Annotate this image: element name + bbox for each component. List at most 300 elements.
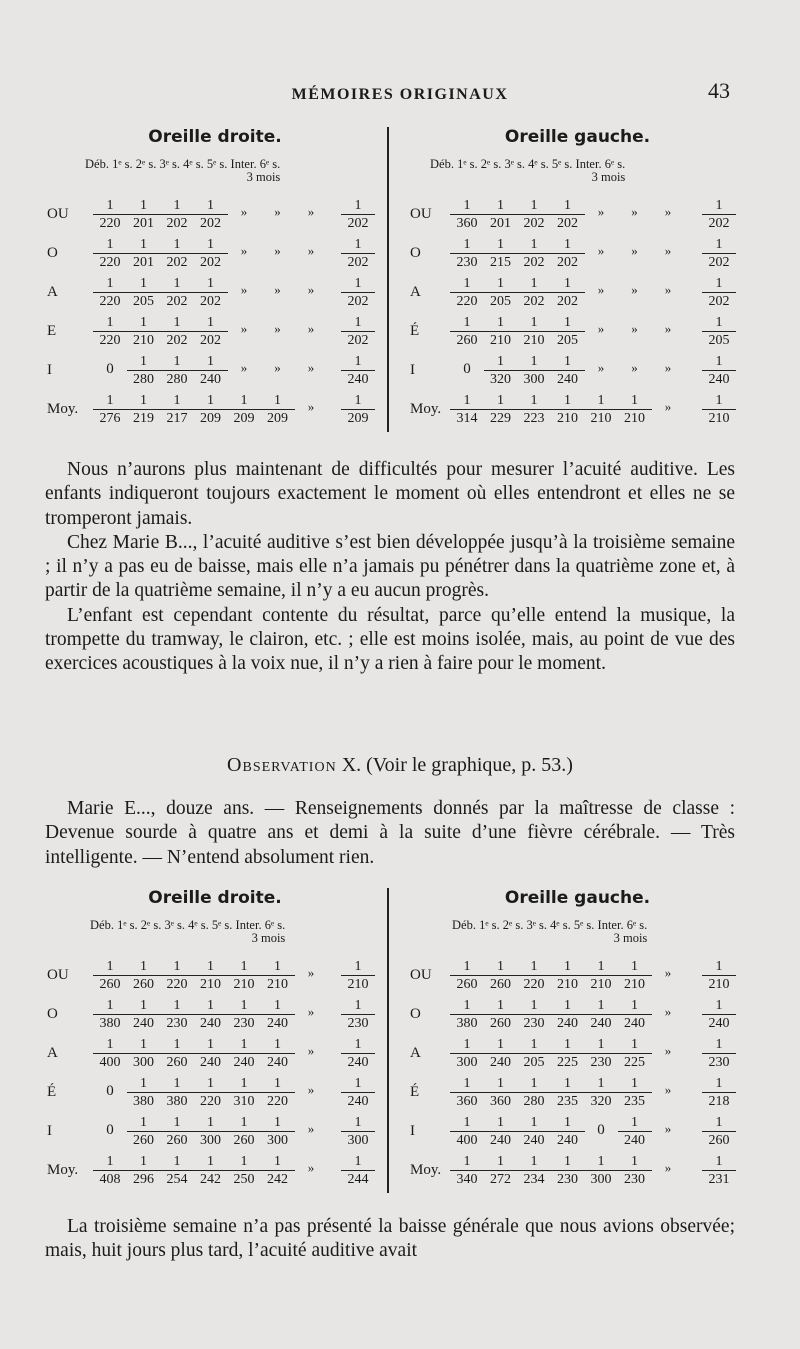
numerator: 1 — [497, 354, 504, 369]
numerator: 1 — [564, 1115, 571, 1130]
denominator: 220 — [160, 975, 194, 993]
column-header — [90, 918, 285, 946]
acuity-table-2 — [45, 888, 745, 1193]
row-label: O — [47, 245, 58, 261]
row-label: O — [410, 245, 421, 261]
numerator: 1 — [207, 1115, 214, 1130]
fraction-cell — [517, 1114, 551, 1149]
fraction-cell — [160, 997, 194, 1032]
denominator: 210 — [127, 331, 161, 349]
row-label: Moy. — [410, 1162, 442, 1178]
fraction-cell — [517, 1075, 551, 1110]
denominator: 250 — [227, 1170, 261, 1188]
numerator: 1 — [207, 998, 214, 1013]
denominator: 240 — [194, 1014, 228, 1032]
fraction-cell — [484, 236, 518, 271]
fraction-cell — [484, 997, 518, 1032]
numerator: 1 — [140, 315, 147, 330]
numerator: 1 — [240, 393, 248, 408]
denominator: 240 — [194, 370, 228, 388]
denominator: 320 — [484, 370, 518, 388]
numerator: 1 — [354, 393, 362, 408]
fraction-cell — [341, 958, 375, 993]
numerator: 1 — [354, 198, 362, 213]
ditto-mark: » — [664, 204, 672, 219]
ditto-mark: » — [631, 360, 638, 375]
fraction-cell — [517, 353, 551, 388]
fraction-cell — [702, 353, 736, 388]
numerator: 1 — [463, 393, 471, 408]
denominator: 314 — [450, 409, 484, 427]
numerator: 1 — [207, 354, 214, 369]
denominator: 230 — [618, 1170, 652, 1188]
column-sublabel: 3 mois — [251, 931, 286, 945]
zero-value: 0 — [106, 1122, 114, 1138]
numerator: 1 — [564, 393, 571, 408]
fraction-cell — [261, 1114, 295, 1149]
fraction-cell — [194, 1036, 228, 1071]
ditto-mark: » — [240, 360, 248, 375]
fraction-cell — [227, 1036, 261, 1071]
acuity-table-1 — [45, 127, 745, 432]
denominator: 240 — [517, 1131, 551, 1149]
numerator: 1 — [354, 315, 362, 330]
numerator: 1 — [715, 1076, 723, 1091]
numerator: 1 — [631, 1115, 638, 1130]
fraction-cell — [261, 1075, 295, 1110]
fraction-cell — [227, 392, 261, 427]
table-row — [410, 1036, 745, 1072]
denominator: 202 — [160, 292, 194, 310]
numerator: 1 — [140, 1154, 147, 1169]
fraction-cell — [517, 314, 551, 349]
fraction-cell — [584, 958, 618, 993]
fraction-cell — [160, 236, 194, 271]
denominator: 260 — [127, 1131, 161, 1149]
numerator: 1 — [715, 959, 723, 974]
numerator: 1 — [140, 1037, 147, 1052]
numerator: 1 — [274, 998, 281, 1013]
denominator: 202 — [341, 292, 375, 310]
fraction-cell — [517, 1036, 551, 1071]
fraction-cell — [127, 197, 161, 232]
fraction-cell — [584, 1075, 618, 1110]
fraction-cell — [484, 1153, 518, 1188]
numerator: 1 — [530, 998, 538, 1013]
numerator: 1 — [463, 998, 471, 1013]
column-header — [430, 157, 625, 185]
denominator: 254 — [160, 1170, 194, 1188]
numerator: 1 — [530, 959, 538, 974]
denominator: 202 — [341, 214, 375, 232]
paragraph: Nous n’aurons plus maintenant de difficultés pour mesurer l’acuité auditive. Les enfants indiqueront toujours exactement le moment où elles entendront et elles ne se tromperont jamais. — [45, 459, 735, 529]
numerator: 1 — [173, 1076, 181, 1091]
denominator: 220 — [261, 1092, 295, 1110]
denominator: 202 — [517, 214, 551, 232]
fraction-cell — [341, 1075, 375, 1110]
zero-value: 0 — [463, 361, 471, 377]
denominator: 220 — [93, 292, 127, 310]
fraction-cell — [517, 275, 551, 310]
numerator: 1 — [173, 1154, 181, 1169]
denominator: 210 — [341, 975, 375, 993]
denominator: 223 — [517, 409, 551, 427]
numerator: 1 — [106, 276, 114, 291]
numerator: 1 — [497, 198, 504, 213]
fraction-cell — [194, 236, 228, 271]
denominator: 235 — [618, 1092, 652, 1110]
denominator: 260 — [127, 975, 161, 993]
ditto-mark: » — [597, 282, 605, 297]
fraction-cell — [194, 392, 228, 427]
numerator: 1 — [497, 998, 504, 1013]
zero-value: 0 — [106, 1083, 114, 1099]
numerator: 1 — [240, 998, 248, 1013]
numerator: 1 — [564, 315, 571, 330]
numerator: 1 — [274, 1154, 281, 1169]
fraction-cell — [618, 1075, 652, 1110]
numerator: 1 — [274, 1037, 281, 1052]
fraction-cell — [160, 392, 194, 427]
ditto-mark: » — [307, 1043, 315, 1058]
numerator: 1 — [207, 959, 214, 974]
ditto-mark: » — [664, 1043, 672, 1058]
fraction-cell — [341, 997, 375, 1032]
fraction-cell — [618, 1153, 652, 1188]
numerator: 1 — [497, 393, 504, 408]
numerator: 1 — [463, 237, 471, 252]
denominator: 300 — [341, 1131, 375, 1149]
denominator: 240 — [261, 1014, 295, 1032]
fraction-cell — [584, 1036, 618, 1071]
table-row — [410, 275, 745, 311]
ditto-mark: » — [664, 399, 672, 414]
page-number: 43 — [708, 78, 730, 103]
denominator: 201 — [127, 214, 161, 232]
denominator: 380 — [450, 1014, 484, 1032]
numerator: 1 — [173, 393, 181, 408]
denominator: 230 — [227, 1014, 261, 1032]
numerator: 1 — [140, 237, 147, 252]
numerator: 1 — [530, 354, 538, 369]
denominator: 400 — [93, 1053, 127, 1071]
numerator: 1 — [140, 959, 147, 974]
denominator: 210 — [584, 975, 618, 993]
fraction-cell — [341, 197, 375, 232]
paragraph: La troisième semaine n’a pas présenté la baisse générale que nous avions observée; mais, huit jours plus tard, l’acuité auditive avait — [45, 1216, 735, 1262]
denominator: 231 — [702, 1170, 736, 1188]
ditto-mark: » — [274, 204, 281, 219]
fraction-cell — [584, 392, 618, 427]
denominator: 202 — [160, 331, 194, 349]
fraction-cell — [618, 997, 652, 1032]
denominator: 202 — [551, 253, 585, 271]
ditto-mark: » — [307, 243, 315, 258]
numerator: 1 — [597, 1154, 605, 1169]
table-row — [45, 1153, 385, 1189]
fraction-cell — [160, 353, 194, 388]
numerator: 1 — [564, 276, 571, 291]
fraction-cell — [551, 1075, 585, 1110]
table-row — [45, 1114, 385, 1150]
numerator: 1 — [354, 354, 362, 369]
column-labels: Déb. 1ᵉ s. 2ᵉ s. 3ᵉ s. 4ᵉ s. 5ᵉ s. Inter. 6ᵉ s. — [85, 157, 281, 171]
numerator: 1 — [564, 1154, 571, 1169]
column-header — [85, 157, 280, 185]
denominator: 260 — [93, 975, 127, 993]
numerator: 1 — [354, 237, 362, 252]
table-row — [45, 392, 385, 428]
row-label: É — [410, 1084, 420, 1100]
numerator: 1 — [106, 1037, 114, 1052]
numerator: 1 — [715, 198, 723, 213]
numerator: 1 — [207, 237, 214, 252]
numerator: 1 — [530, 315, 538, 330]
table-row — [45, 236, 385, 272]
numerator: 1 — [715, 315, 723, 330]
table-row — [410, 353, 745, 389]
fraction-cell — [450, 1075, 484, 1110]
fraction-cell — [484, 197, 518, 232]
table1-right-ear — [45, 127, 385, 432]
denominator: 210 — [261, 975, 295, 993]
denominator: 240 — [194, 1053, 228, 1071]
numerator: 1 — [354, 1115, 362, 1130]
ditto-mark: » — [664, 965, 672, 980]
fraction-cell — [450, 997, 484, 1032]
table1-left-ear — [410, 127, 745, 432]
numerator: 1 — [463, 959, 471, 974]
denominator: 209 — [341, 409, 375, 427]
fraction-cell — [618, 958, 652, 993]
fraction-cell — [227, 997, 261, 1032]
fraction-cell — [517, 1153, 551, 1188]
fraction-cell — [160, 1036, 194, 1071]
numerator: 1 — [274, 393, 281, 408]
row-label: É — [47, 1084, 57, 1100]
fraction-cell — [227, 1153, 261, 1188]
numerator: 1 — [631, 959, 638, 974]
denominator: 205 — [702, 331, 736, 349]
denominator: 310 — [227, 1092, 261, 1110]
numerator: 1 — [715, 998, 723, 1013]
denominator: 260 — [450, 975, 484, 993]
table-row — [45, 353, 385, 389]
denominator: 296 — [127, 1170, 161, 1188]
denominator: 202 — [702, 214, 736, 232]
denominator: 240 — [484, 1053, 518, 1071]
fraction-cell — [93, 1153, 127, 1188]
row-label: A — [410, 1045, 421, 1061]
body-text-middle — [45, 797, 735, 870]
denominator: 360 — [484, 1092, 518, 1110]
numerator: 1 — [497, 1115, 504, 1130]
numerator: 1 — [173, 959, 181, 974]
ditto-mark: » — [631, 282, 638, 297]
numerator: 1 — [530, 1115, 538, 1130]
ear-title: Oreille droite. — [148, 888, 282, 908]
numerator: 1 — [354, 998, 362, 1013]
fraction-cell — [127, 236, 161, 271]
ditto-mark: » — [307, 360, 315, 375]
table2-left-ear — [410, 888, 745, 1193]
denominator: 400 — [450, 1131, 484, 1149]
denominator: 380 — [160, 1092, 194, 1110]
fraction-cell — [261, 958, 295, 993]
fraction-cell — [227, 1075, 261, 1110]
denominator: 240 — [227, 1053, 261, 1071]
ditto-mark: » — [240, 321, 248, 336]
denominator: 340 — [450, 1170, 484, 1188]
table-row — [410, 197, 745, 233]
numerator: 1 — [354, 1037, 362, 1052]
fraction-cell — [551, 236, 585, 271]
numerator: 1 — [631, 1076, 638, 1091]
denominator: 320 — [584, 1092, 618, 1110]
fraction-cell — [551, 1114, 585, 1149]
fraction-cell — [160, 197, 194, 232]
denominator: 220 — [194, 1092, 228, 1110]
fraction-cell — [93, 197, 127, 232]
fraction-cell — [551, 353, 585, 388]
row-label: I — [47, 1123, 52, 1139]
ditto-mark: » — [664, 1121, 672, 1136]
numerator: 1 — [207, 393, 214, 408]
running-header: MÉMOIRES ORIGINAUX — [291, 86, 509, 103]
numerator: 1 — [564, 998, 571, 1013]
numerator: 1 — [463, 1154, 471, 1169]
denominator: 202 — [517, 292, 551, 310]
numerator: 1 — [354, 276, 362, 291]
paragraph: L’enfant est cependant contente du résultat, parce qu’elle entend la musique, la trompette du tramway, le clairon, etc. ; elle est moins isolée, mais, au point de vue des exercices acoustiques à la voix nue, il n’y a rien à faire pour le moment. — [45, 604, 735, 675]
denominator: 210 — [702, 409, 736, 427]
fraction-cell — [450, 392, 484, 427]
ditto-mark: » — [664, 243, 672, 258]
fraction-cell — [702, 958, 736, 993]
numerator: 1 — [173, 198, 181, 213]
denominator: 300 — [517, 370, 551, 388]
fraction-cell — [517, 958, 551, 993]
denominator: 202 — [551, 214, 585, 232]
fraction-cell — [517, 236, 551, 271]
numerator: 1 — [530, 198, 538, 213]
denominator: 210 — [194, 975, 228, 993]
fraction-cell — [93, 236, 127, 271]
fraction-cell — [194, 1153, 228, 1188]
fraction-cell — [194, 197, 228, 232]
numerator: 1 — [631, 998, 638, 1013]
ditto-mark: » — [307, 1160, 315, 1175]
denominator: 380 — [93, 1014, 127, 1032]
fraction-cell — [160, 1153, 194, 1188]
column-divider — [387, 127, 389, 432]
denominator: 201 — [484, 214, 518, 232]
denominator: 240 — [584, 1014, 618, 1032]
numerator: 1 — [597, 998, 605, 1013]
numerator: 1 — [631, 393, 638, 408]
ditto-mark: » — [307, 1121, 315, 1136]
table-row — [410, 392, 745, 428]
fraction-cell — [484, 1036, 518, 1071]
denominator: 300 — [194, 1131, 228, 1149]
denominator: 210 — [484, 331, 518, 349]
body-text-bottom — [45, 1215, 735, 1264]
denominator: 210 — [702, 975, 736, 993]
fraction-cell — [160, 1114, 194, 1149]
ditto-mark: » — [307, 321, 315, 336]
denominator: 260 — [160, 1131, 194, 1149]
numerator: 1 — [530, 1037, 538, 1052]
numerator: 1 — [240, 1076, 248, 1091]
denominator: 280 — [127, 370, 161, 388]
fraction-cell — [127, 275, 161, 310]
ditto-mark: » — [664, 282, 672, 297]
numerator: 1 — [463, 1076, 471, 1091]
numerator: 1 — [240, 1115, 248, 1130]
denominator: 220 — [450, 292, 484, 310]
table-row — [410, 1153, 745, 1189]
denominator: 202 — [341, 253, 375, 271]
numerator: 1 — [597, 393, 605, 408]
denominator: 230 — [584, 1053, 618, 1071]
ear-title: Oreille gauche. — [504, 127, 651, 147]
denominator: 201 — [127, 253, 161, 271]
fraction-cell — [160, 275, 194, 310]
fraction-cell — [702, 392, 736, 427]
ditto-mark: » — [597, 243, 605, 258]
denominator: 230 — [517, 1014, 551, 1032]
numerator: 1 — [173, 315, 181, 330]
denominator: 230 — [551, 1170, 585, 1188]
fraction-cell — [341, 1114, 375, 1149]
denominator: 260 — [450, 331, 484, 349]
ditto-mark: » — [240, 243, 248, 258]
denominator: 217 — [160, 409, 194, 427]
denominator: 229 — [484, 409, 518, 427]
row-label: A — [47, 1045, 58, 1061]
numerator: 1 — [354, 959, 362, 974]
table-row — [45, 958, 385, 994]
row-label: A — [47, 284, 58, 300]
fraction-cell — [341, 353, 375, 388]
fraction-cell — [450, 314, 484, 349]
row-label: OU — [47, 206, 69, 222]
ditto-mark: » — [274, 282, 281, 297]
denominator: 360 — [450, 1092, 484, 1110]
fraction-cell — [194, 1075, 228, 1110]
column-divider — [387, 888, 389, 1193]
numerator: 1 — [173, 1037, 181, 1052]
numerator: 1 — [240, 959, 248, 974]
numerator: 1 — [564, 959, 571, 974]
fraction-cell — [93, 958, 127, 993]
column-sublabel: 3 mois — [246, 170, 281, 184]
table-row — [410, 997, 745, 1033]
fraction-cell — [702, 197, 736, 232]
table-row — [410, 236, 745, 272]
numerator: 1 — [106, 393, 114, 408]
fraction-cell — [551, 958, 585, 993]
numerator: 1 — [106, 998, 114, 1013]
numerator: 1 — [106, 959, 114, 974]
denominator: 240 — [341, 1092, 375, 1110]
numerator: 1 — [463, 315, 471, 330]
ditto-mark: » — [664, 321, 672, 336]
fraction-cell — [450, 1153, 484, 1188]
column-sublabel: 3 mois — [591, 170, 626, 184]
fraction-cell — [484, 275, 518, 310]
numerator: 1 — [207, 315, 214, 330]
